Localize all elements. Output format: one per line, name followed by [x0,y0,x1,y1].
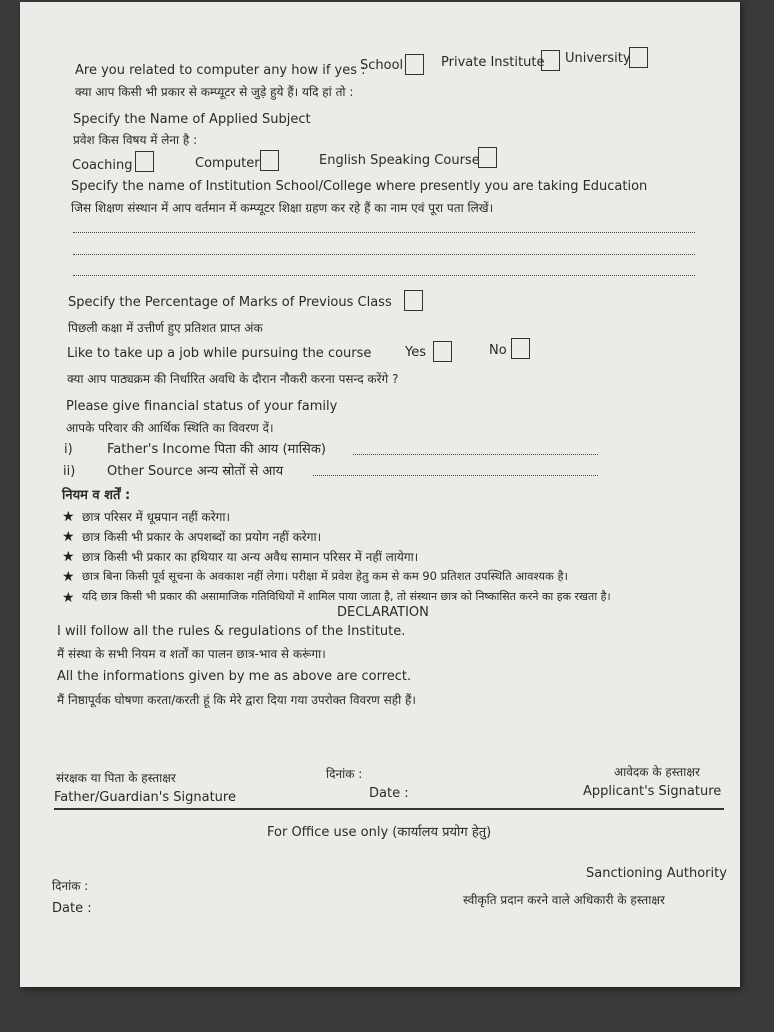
star-icon: ★ [62,569,75,585]
private-institute-checkbox[interactable] [541,50,560,71]
job-yes-label: Yes [405,345,426,360]
star-icon: ★ [62,509,75,525]
subject-label-hindi: प्रवेश किस विषय में लेना है : [73,133,198,147]
institution-line-2[interactable] [73,254,695,255]
percentage-box[interactable] [404,290,423,311]
computer-question-hindi: क्या आप किसी भी प्रकार से कम्प्यूटर से जुड़े हुये हैं। यदि हां तो : [75,85,354,99]
job-no-checkbox[interactable] [511,338,530,359]
option-coaching-label: Coaching [72,158,133,173]
option-english-speaking-label: English Speaking Course [319,153,480,168]
option-school-label: School [360,58,404,73]
declaration-line-2-hindi: मैं निष्ठापूर्वक घोषणा करता/करती हूं कि मेरे द्वारा दिया गया उपरोक्त विवरण सही हैं। [57,693,416,707]
institution-line-3[interactable] [73,275,695,276]
job-label: Like to take up a job while pursuing the course [67,346,372,361]
office-date-label: Date : [52,901,92,916]
subject-label: Specify the Name of Applied Subject [73,112,311,127]
rules-heading: नियम व शर्तें : [62,488,131,503]
guardian-signature-label: Father/Guardian's Signature [54,790,236,805]
declaration-line-1: I will follow all the rules & regulations of the Institute. [57,624,406,639]
school-checkbox[interactable] [405,54,424,75]
percentage-label: Specify the Percentage of Marks of Previous Class [68,295,392,310]
form-page [20,2,740,987]
declaration-heading: DECLARATION [337,605,429,620]
fathers-income-field[interactable] [353,454,598,455]
financial-item-num: i) [64,442,73,457]
institution-label: Specify the name of Institution School/College where presently you are taking Education [71,179,648,194]
signature-divider [54,808,724,810]
applicant-signature-label-hindi: आवेदक के हस्ताक्षर [614,765,700,779]
institution-line-1[interactable] [73,232,695,233]
signature-date-label: Date : [369,786,409,801]
rule-item: छात्र परिसर में धूम्रपान नहीं करेगा। [82,510,231,524]
declaration-line-1-hindi: मैं संस्था के सभी नियम व शर्तों का पालन छात्र-भाव से करूंगा। [57,647,326,661]
financial-label-hindi: आपके परिवार की आर्थिक स्थिति का विवरण दें। [66,421,274,435]
option-computer-label: Computer [195,156,260,171]
option-private-institute-label: Private Institute [441,55,545,70]
financial-item-num: ii) [63,464,76,479]
other-source-field[interactable] [313,475,598,476]
rule-item: छात्र बिना किसी पूर्व सूचना के अवकाश नहीं लेगा। परीक्षा में प्रवेश हेतु कम से कम 90 प्रतिशत उपस्थिति आवश्यक है। [82,569,568,583]
signature-date-label-hindi: दिनांक : [326,767,363,781]
sanctioning-authority-label-hindi: स्वीकृति प्रदान करने वाले अधिकारी के हस्ताक्षर [463,893,665,907]
rule-item: छात्र किसी भी प्रकार के अपशब्दों का प्रयोग नहीं करेगा। [82,530,322,544]
university-checkbox[interactable] [629,47,648,68]
office-date-label-hindi: दिनांक : [52,879,89,893]
star-icon: ★ [62,549,75,565]
computer-checkbox[interactable] [260,150,279,171]
option-university-label: University [565,51,631,66]
guardian-signature-label-hindi: संरक्षक या पिता के हस्ताक्षर [56,771,176,785]
job-no-label: No [489,343,507,358]
fathers-income-label: Father's Income पिता की आय (मासिक) [107,442,326,457]
computer-question: Are you related to computer any how if yes : [75,63,366,78]
other-source-label: Other Source अन्य स्रोतों से आय [107,464,284,479]
applicant-signature-label: Applicant's Signature [583,784,722,799]
star-icon: ★ [62,529,75,545]
sanctioning-authority-label: Sanctioning Authority [586,866,727,881]
job-yes-checkbox[interactable] [433,341,452,362]
declaration-line-2: All the informations given by me as above are correct. [57,669,412,684]
job-label-hindi: क्या आप पाठ्यक्रम की निर्धारित अवधि के दौरान नौकरी करना पसन्द करेंगे ? [67,372,399,386]
star-icon: ★ [62,590,75,606]
rule-item: यदि छात्र किसी भी प्रकार की असामाजिक गतिविधियों में शामिल पाया जाता है, तो संस्थान छात्र को निष्कासित करने का हक रखता है। [82,590,611,603]
english-speaking-checkbox[interactable] [478,147,497,168]
institution-label-hindi: जिस शिक्षण संस्थान में आप वर्तमान में कम्प्यूटर शिक्षा ग्रहण कर रहे हैं का नाम एवं पूरा पता लिखें। [71,201,494,215]
financial-label: Please give financial status of your family [66,399,338,414]
office-use-heading: For Office use only (कार्यालय प्रयोग हेतु) [267,825,492,840]
rule-item: छात्र किसी भी प्रकार का हथियार या अन्य अवैध सामान परिसर में नहीं लायेगा। [82,550,419,564]
percentage-label-hindi: पिछली कक्षा में उत्तीर्ण हुए प्रतिशत प्राप्त अंक [68,321,263,335]
coaching-checkbox[interactable] [135,151,154,172]
